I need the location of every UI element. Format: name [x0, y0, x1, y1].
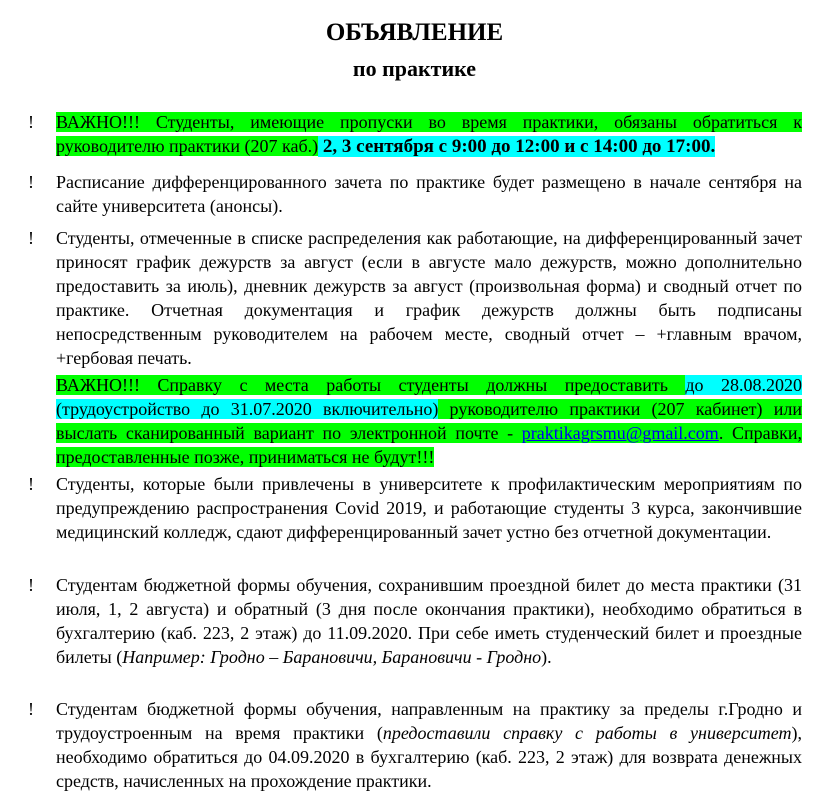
notice-paragraph-absences: [56, 110, 802, 159]
notice-paragraph-work-certificate: [56, 373, 802, 469]
bullet-mark: !: [28, 172, 34, 192]
notice-paragraph-working-students: Студенты, отмеченные в списке распределения как работающие, на дифференцированный зачет приносят график дежурств за август (если в августе мало дежурств, можно дополнительно предоставить за июль), дневник дежурств за август (произвольная форма) и сводный отчет по практике. Отчетная документация и график дежурств должны быть подписаны непосредственным руководителем на рабочем месте, сводный отчет – +главным врачом, +гербовая печать.: [56, 228, 802, 368]
notice-paragraph-covid: Студенты, которые были привлечены в университете к профилактическим мероприятиям по предупреждению распространения Covid 2019, и работающие студенты 3 курса, закончившие медицинский колледж, сдают дифференцированный зачет устно без отчетной документации.: [56, 474, 802, 542]
notice-paragraph-schedule: Расписание дифференцированного зачета по практике будет размещено в начале сентября на сайте университета (анонсы).: [56, 172, 802, 216]
highlighted-warning: ВАЖНО!!! Студенты, имеющие пропуски во время практики, обязаны обратиться к руководителю практики (207 каб.): [56, 112, 802, 156]
bullet-mark: !: [28, 699, 34, 719]
highlighted-warning: ВАЖНО!!! Справку с места работы студенты должны предоставить: [56, 375, 686, 395]
notice-paragraph-refund: [56, 697, 802, 793]
refund-note: предоставили справку с работы в университет: [382, 723, 792, 743]
refund-text: Студентам бюджетной формы обучения, направленным на практику за пределы г.Гродно и трудоустроенным на время практики (: [56, 699, 802, 743]
travel-text: Студентам бюджетной формы обучения, сохранившим проездной билет до места практики (31 июля, 1, 2 августа) и обратный (3 дня после окончания практики), необходимо обратиться в бухгалтерию (каб. 223, 2 этаж) до 11.09.2020. При себе иметь студенческий билет и проездные билеты (: [56, 575, 802, 667]
travel-example: Например: Гродно – Барановичи, Барановичи - Гродно: [122, 647, 542, 667]
highlighted-deadline: до 28.08.2020 (трудоустройство до 31.07.2020 включительно): [56, 375, 802, 419]
highlighted-late-notice: . Справки, предоставленные позже, приниматься не будут!!!: [56, 423, 802, 467]
page-subtitle: по практике: [352, 56, 477, 81]
page-title: ОБЪЯВЛЕНИЕ: [325, 19, 504, 46]
bullet-mark: !: [28, 474, 34, 494]
email-link[interactable]: praktikagrsmu@gmail.com: [521, 423, 719, 443]
bullet-mark: !: [28, 228, 34, 248]
highlighted-schedule: 2, 3 сентября с 9:00 до 12:00 и с 14:00 до 17:00.: [318, 136, 716, 157]
notice-paragraph-travel-tickets: [56, 573, 802, 669]
refund-text-end: ), необходимо обратиться до 04.09.2020 в бухгалтерию (каб. 223, 2 этаж) для возврата денежных средств, начисленных на прохождение практики.: [56, 723, 802, 791]
bullet-mark: !: [28, 112, 34, 132]
bullet-mark: !: [28, 575, 34, 595]
highlighted-instructions: руководителю практики (207 кабинет) или выслать сканированный вариант по электронной почте -: [56, 399, 802, 443]
travel-text-end: ).: [541, 647, 552, 667]
